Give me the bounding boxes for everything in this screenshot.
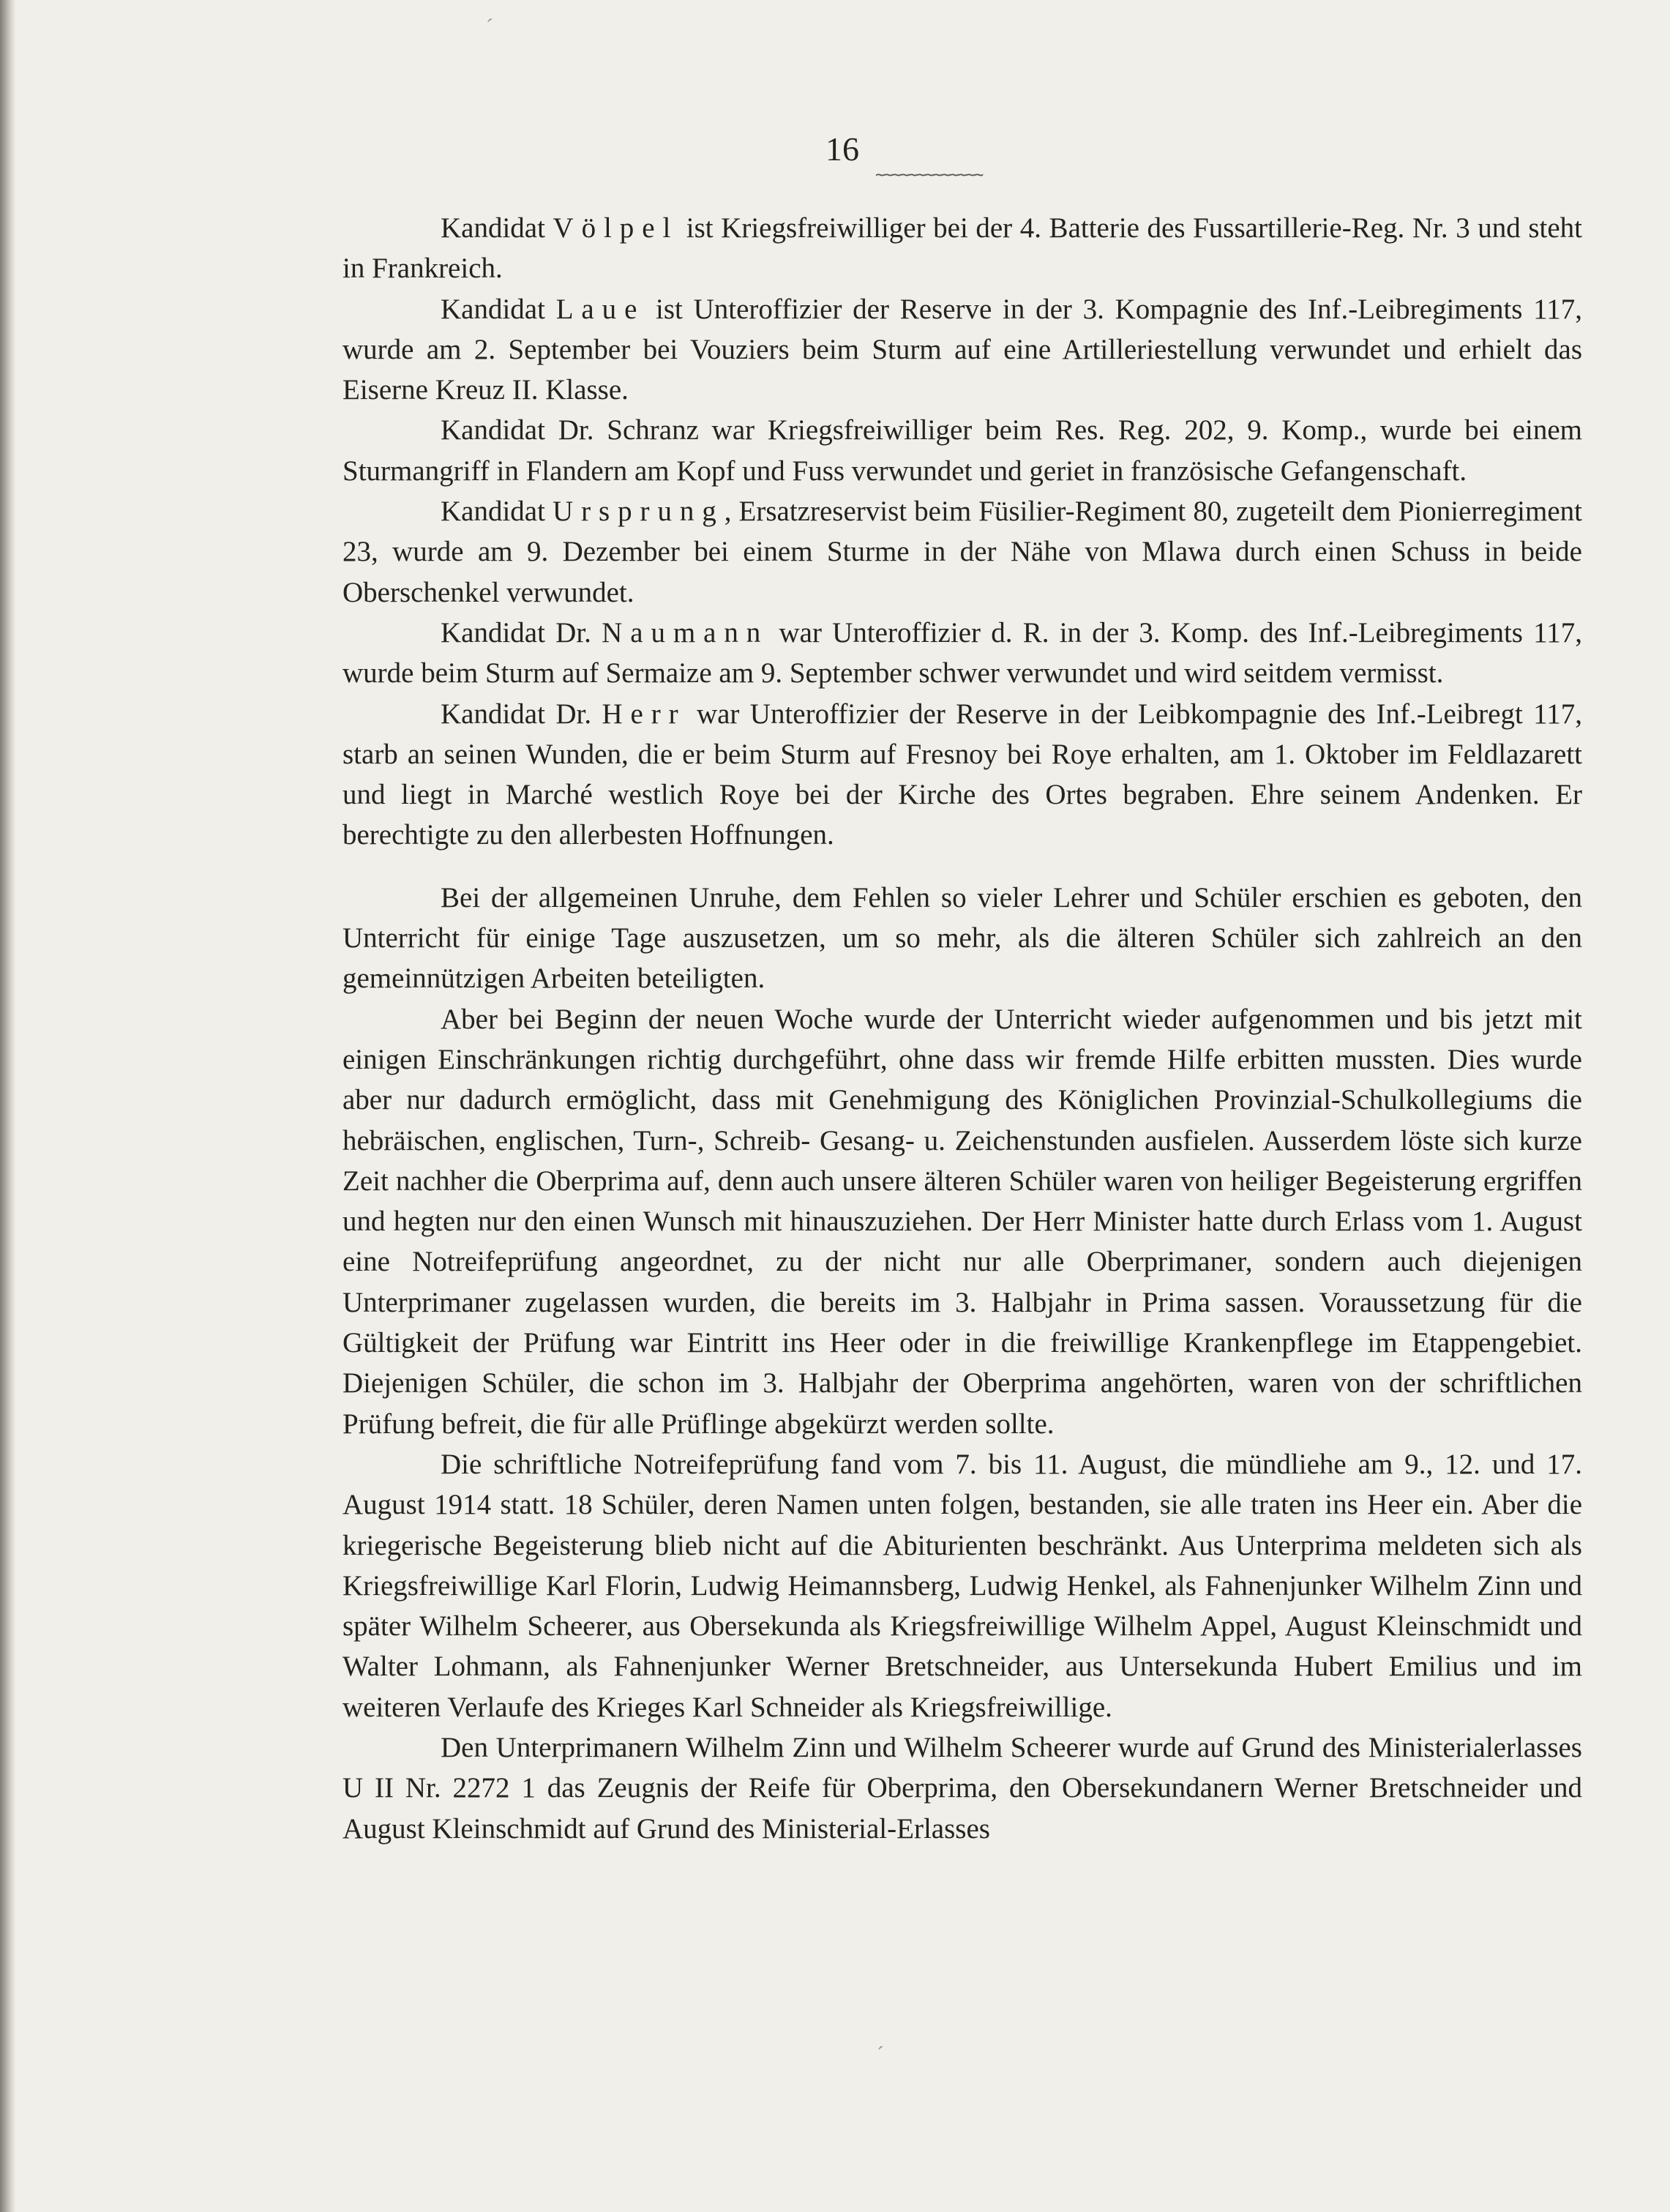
candidate-name: Schranz xyxy=(607,414,699,446)
paper-mark: ˊ xyxy=(486,15,493,39)
candidate-name: Ursprung xyxy=(553,496,724,528)
body-paragraph: Die schriftliche Notreifeprüfung fand vom 7. bis 11. August, die mündliehe am 9., 12. und 17. August 1914 statt. 18 Schüler, deren Namen unten folgen, bestanden, sie alle traten ins Heer ein. Aber die kriegerische Begeisterung blieb nicht auf die Abiturienten beschränkt. Aus Unterprima meldeten sich als Kriegsfreiwillige Karl Florin, Ludwig Heimannsberg, Ludwig Henkel, als Fahnenjunker Wilhelm Zinn und später Wilhelm Scheerer, aus Obersekunda als Kriegsfreiwillige Wilhelm Appel, August Kleinschmidt und Walter Lohmann, als Fahnenjunker Werner Bretschneider, aus Untersekunda Hubert Emilius und im weiteren Verlaufe des Krieges Karl Schneider als Kriegsfreiwillige. xyxy=(342,1448,1582,1723)
candidate-paragraph: Kandidat Dr. Herr war Unteroffizier der Reserve in der Leibkompagnie des Inf.-Leibregt 117, starb an seinen Wunden, die er beim Sturm auf Fresnoy bei Roye erhalten, am 1. Oktober im Feldlazarett und liegt in Marché westlich Roye bei der Kirche des Ortes begraben. Ehre seinem Andenken. Er berechtigte zu den allerbesten Hoffnungen. xyxy=(342,698,1582,851)
section-gap xyxy=(342,856,1582,878)
candidate-paragraph: Kandidat Ursprung, Ersatzreservist beim Füsilier-Regiment 80, zugeteilt dem Pionierregiment 23, wurde am 9. Dezember bei einem Sturme in der Nähe von Mlawa durch einen Schuss in beide Oberschenkel verwundet. xyxy=(342,496,1582,608)
page-header xyxy=(0,130,1670,168)
candidate-name: Völpel xyxy=(553,212,679,244)
body-paragraph: Den Unterprimanern Wilhelm Zinn und Wilhelm Scheerer wurde auf Grund des Ministerialerlasses U II Nr. 2272 1 das Zeugnis der Reife für Oberprima, den Obersekundanern Werner Bretschneider und August Kleinschmidt auf Grund des Ministerial-Erlasses xyxy=(342,1731,1582,1845)
page-number: 16 xyxy=(825,130,859,168)
body-paragraph: Aber bei Beginn der neuen Woche wurde der Unterricht wieder aufgenommen und bis jetzt mit einigen Einschränkungen richtig durchgeführt, ohne dass wir fremde Hilfe erbitten mussten. Dies wurde aber nur dadurch ermöglicht, dass mit Genehmigung des Königlichen Provinzial-Schulkollegiums die hebräischen, englischen, Turn-, Schreib- Gesang- u. Zeichenstunden ausfielen. Ausserdem löste sich kurze Zeit nachher die Oberprima auf, denn auch unsere älteren Schüler waren von heiliger Begeisterung ergriffen und hegten nur den einen Wunsch mit hinauszuziehen. Der Herr Minister hatte durch Erlass vom 1. August eine Notreifeprüfung angeordnet, zu der nicht nur alle Oberprimaner, sondern auch diejenigen Unterprimaner zugelassen wurden, die bereits im 3. Halbjahr in Prima sassen. Voraussetzung für die Gültigkeit der Prüfung war Eintritt ins Heer oder in die freiwillige Krankenpflege im Etappengebiet. Diejenigen Schüler, die schon im 3. Halbjahr der Oberprima angehörten, waren von der schriftlichen Prüfung befreit, die für alle Prüflinge abgekürzt werden sollte. xyxy=(342,1003,1582,1440)
body-paragraph: Bei der allgemeinen Unruhe, dem Fehlen so vieler Lehrer und Schüler erschien es geboten, den Unterricht für einige Tage auszusetzen, um so mehr, als die älteren Schüler sich zahlreich an den gemeinnützigen Arbeiten beteiligten. xyxy=(342,881,1582,995)
candidate-paragraph: Kandidat Völpel ist Kriegsfreiwilliger bei der 4. Batterie des Fussartillerie-Reg. Nr. 3 und steht in Frankreich. xyxy=(342,212,1582,285)
header-ornament: ~~~~~~~~~~~~~ xyxy=(875,170,983,182)
candidate-paragraph: Kandidat Laue ist Unteroffizier der Reserve in der 3. Kompagnie des Inf.-Leibregiments 117, wurde am 2. September bei Vouziers beim Sturm auf eine Artilleriestellung verwundet und erhielt das Eiserne Kreuz II. Klasse. xyxy=(342,293,1582,406)
candidate-name: Herr xyxy=(602,698,686,730)
candidate-paragraph: Kandidat Dr. Schranz war Kriegsfreiwilliger beim Res. Reg. 202, 9. Komp., wurde bei einem Sturmangriff in Flandern am Kopf und Fuss verwundet und geriet in französische Gefangenschaft. xyxy=(342,414,1582,487)
paper-mark: ˊ xyxy=(877,2042,884,2066)
binding-gutter xyxy=(0,0,16,2212)
candidate-name: Laue xyxy=(555,293,645,325)
candidate-paragraph: Kandidat Dr. Naumann war Unteroffizier d. R. in der 3. Komp. des Inf.-Leibregiments 117, wurde beim Sturm auf Sermaize am 9. September schwer verwundet und wird seitdem vermisst. xyxy=(342,616,1582,690)
main-text xyxy=(342,208,1582,1849)
candidate-name: Naumann xyxy=(602,616,769,649)
